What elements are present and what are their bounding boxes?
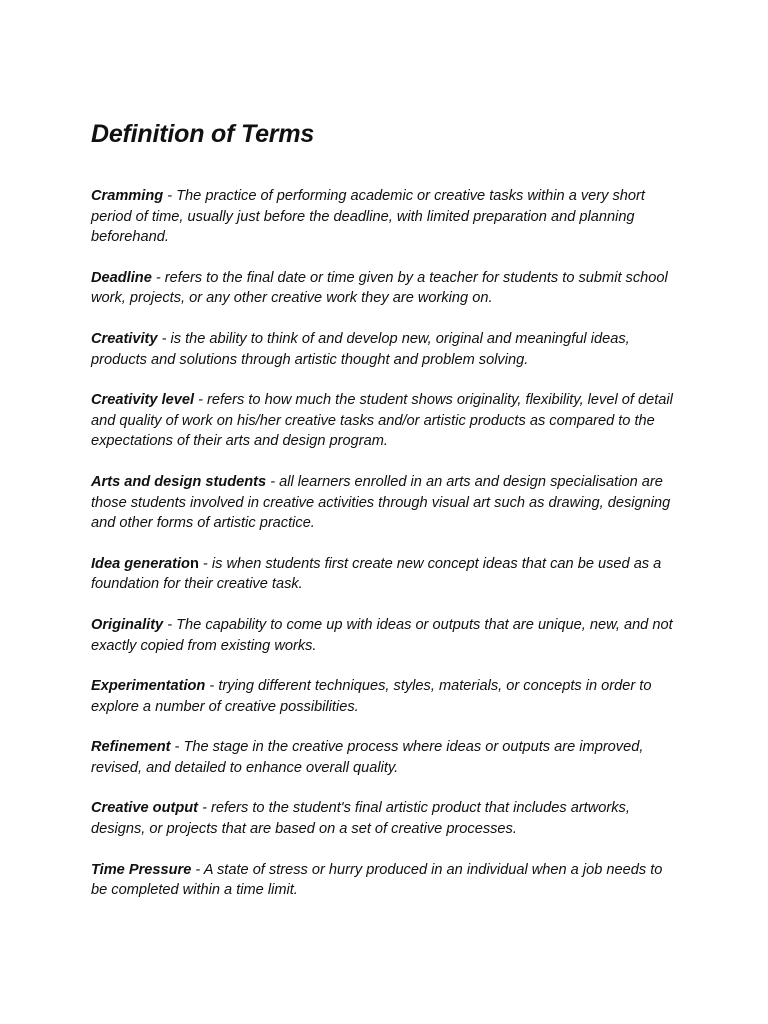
- definition-deadline: [91, 268, 681, 309]
- term-label: Arts and design students: [91, 473, 267, 490]
- definition-text: - A state of stress or hurry produced in an individual when a job needs to be completed within a time limit.: [91, 861, 663, 899]
- definition-refinement: [91, 737, 681, 778]
- definition-text: - The stage in the creative process where ideas or outputs are improved, revised, and detailed to enhance overall quality.: [91, 739, 644, 776]
- term-label: Time Pressure: [91, 861, 192, 878]
- definition-text: - The capability to come up with ideas or outputs that are unique, new, and not exactly copied from existing works.: [91, 616, 673, 654]
- definition-idea-generation: [91, 554, 681, 595]
- definition-text: - all learners enrolled in an arts and design specialisation are those students involved in creative activities through visual art such as drawing, designing and other forms of artistic practice.: [91, 473, 671, 532]
- definition-text: - is when students first create new concept ideas that can be used as a foundation for their creative task.: [91, 555, 662, 593]
- definition-text: - trying different techniques, styles, materials, or concepts in order to explore a number of creative possibilities.: [91, 678, 652, 715]
- definition-text: - is the ability to think of and develop new, original and meaningful ideas, products and solutions through artistic thought and problem solving.: [91, 330, 630, 368]
- term-label: Creative output: [91, 800, 199, 817]
- definition-arts-and-design-students: [91, 472, 681, 534]
- term-label: Creativity: [91, 330, 158, 347]
- term-label-main: Idea generatio: [91, 555, 190, 572]
- term-label: Creativity level: [91, 392, 195, 409]
- definition-text: - refers to the student's final artistic product that includes artworks, designs, or projects that are based on a set of creative processes.: [91, 800, 630, 838]
- definition-creativity: [91, 329, 681, 370]
- definition-cramming: [91, 186, 681, 248]
- definition-creative-output: [91, 798, 681, 839]
- term-label: Deadline: [91, 269, 152, 286]
- definition-creativity-level: [91, 390, 681, 452]
- definition-originality: [91, 615, 681, 656]
- definition-experimentation: [91, 676, 681, 717]
- definition-text: - refers to the final date or time given by a teacher for students to submit school work, projects, or any other creative work they are working on.: [91, 269, 668, 307]
- term-label: Cramming: [91, 188, 164, 204]
- term-label: Originality: [91, 616, 164, 633]
- term-label-tail: n: [189, 555, 199, 572]
- definition-time-pressure: [91, 860, 681, 901]
- term-label: Experimentation: [91, 678, 206, 695]
- definition-text: - The practice of performing academic or creative tasks within a very short period of time, usually just before the deadline, with limited preparation and planning beforehand.: [91, 188, 645, 246]
- definition-text: - refers to how much the student shows originality, flexibility, level of detail and quality of work on his/her creative tasks and/or artistic products as compared to the expectations of their arts and design program.: [91, 392, 673, 450]
- document-page: [91, 116, 681, 921]
- term-label: Refinement: [91, 739, 171, 756]
- page-title: Definition of Terms: [91, 120, 315, 148]
- term-label: [91, 556, 199, 572]
